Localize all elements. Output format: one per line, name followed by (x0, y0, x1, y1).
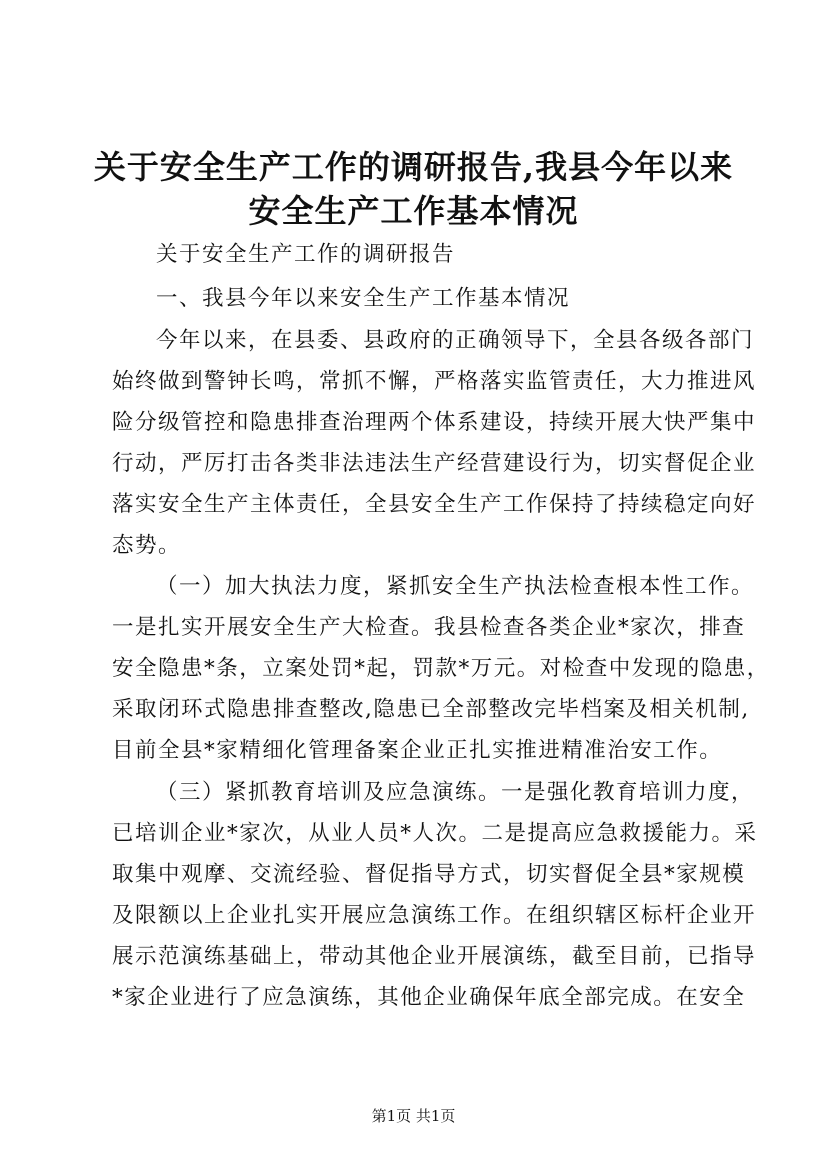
paragraph-1-line: 今年以来，在县委、县政府的正确领导下，全县各级各部门 (156, 328, 755, 353)
paragraph-3-line: 及限额以上企业扎实开展应急演练工作。在组织辖区标杆企业开 (112, 903, 757, 928)
page-number-footer: 第1页 共1页 (371, 1107, 456, 1125)
document-title-line-2: 安全生产工作基本情况 (248, 192, 579, 230)
document-title-line-1: 关于安全生产工作的调研报告,我县今年以来 (93, 148, 734, 186)
document-subtitle: 关于安全生产工作的调研报告 (156, 242, 456, 267)
paragraph-2-line: 安全隐患*条，立案处罚*起，罚款*万元。对检查中发现的隐患， (112, 656, 770, 681)
paragraph-2-line: 一是扎实开展安全生产大检查。我县检查各类企业*家次，排查 (112, 615, 746, 640)
paragraph-1-line: 态势。 (112, 533, 182, 558)
paragraph-1-line: 险分级管控和隐患排查治理两个体系建设，持续开展大快严集中 (112, 410, 757, 435)
paragraph-1-line: 始终做到警钟长鸣，常抓不懈，严格落实监管责任，大力推进风 (112, 369, 757, 394)
paragraph-3-line: 已培训企业*家次，从业人员*人次。二是提高应急救援能力。采 (112, 821, 758, 846)
paragraph-1-line: 落实安全生产主体责任，全县安全生产工作保持了持续稳定向好 (112, 492, 757, 517)
paragraph-2-line: 目前全县*家精细化管理备案企业正扎实推进精准治安工作。 (112, 738, 723, 763)
paragraph-3-line: （三）紧抓教育培训及应急演练。一是强化教育培训力度， (156, 780, 755, 805)
paragraph-3-line: 展示范演练基础上，带动其他企业开展演练，截至目前，已指导 (112, 944, 757, 969)
paragraph-2-line: 采取闭环式隐患排查整改,隐患已全部整改完毕档案及相关机制, (112, 697, 750, 722)
section-heading: 一、我县今年以来安全生产工作基本情况 (156, 286, 571, 311)
paragraph-3-line: *家企业进行了应急演练，其他企业确保年底全部完成。在安全 (112, 985, 746, 1010)
paragraph-3-line: 取集中观摩、交流经验、督促指导方式，切实督促全县*家规模 (112, 862, 746, 887)
paragraph-1-line: 行动，严厉打击各类非法违法生产经营建设行为，切实督促企业 (112, 451, 757, 476)
paragraph-2-line: （一）加大执法力度，紧抓安全生产执法检查根本性工作。 (156, 574, 755, 599)
